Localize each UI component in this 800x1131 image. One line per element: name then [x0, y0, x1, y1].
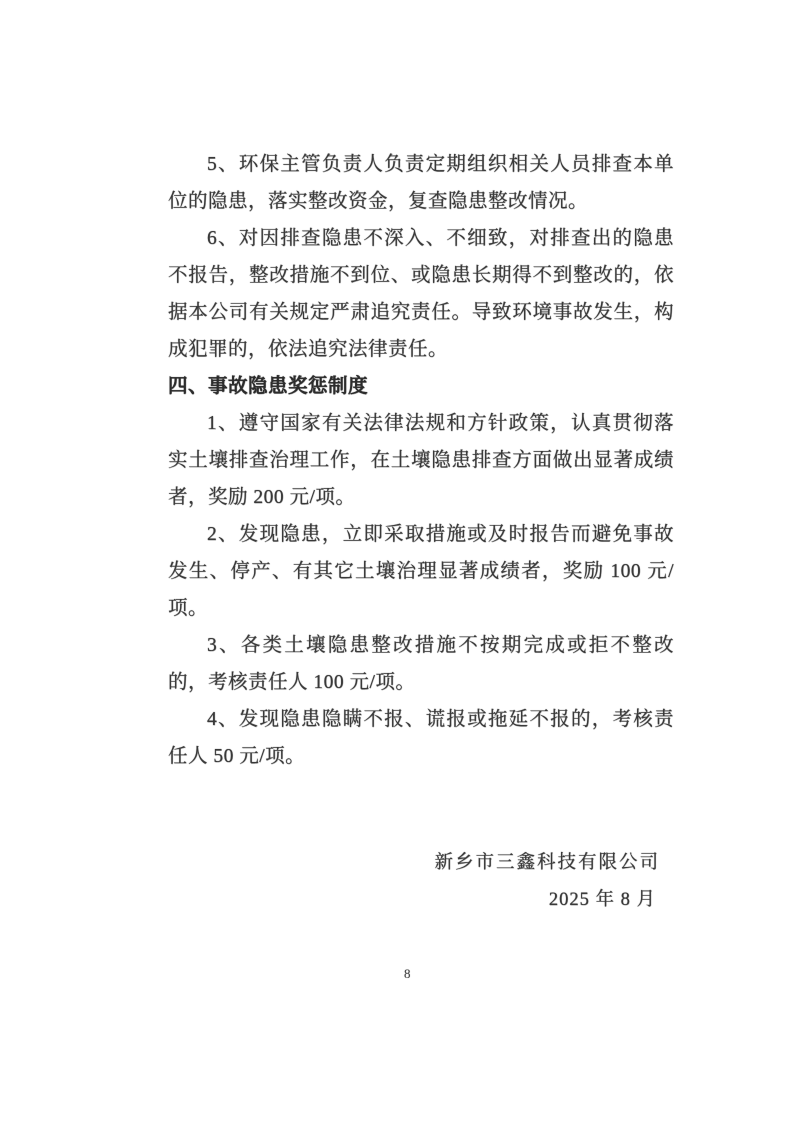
- company-name: 新乡市三鑫科技有限公司: [434, 853, 660, 873]
- paragraph-item-5: 5、环保主管负责人负责定期组织相关人员排查本单位的隐患，落实整改资金，复查隐患整改情况。: [168, 154, 674, 212]
- reward-item-2: 2、发现隐患，立即采取措施或及时报告而避免事故发生、停产、有其它土壤治理显著成绩者，奖励 100 元/项。: [168, 524, 674, 619]
- signature-block: [168, 845, 674, 919]
- signature-date: 2025 年 8 月: [548, 890, 656, 910]
- reward-item-3: 3、各类土壤隐患整改措施不按期完成或拒不整改的，考核责任人 100 元/项。: [168, 635, 674, 693]
- document-body: [168, 146, 674, 919]
- page-number: 8: [404, 966, 411, 981]
- reward-item-4: 4、发现隐患隐瞒不报、谎报或拖延不报的，考核责任人 50 元/项。: [168, 709, 674, 767]
- section-heading-reward-punishment: 四、事故隐患奖惩制度: [168, 376, 369, 397]
- reward-item-1: 1、遵守国家有关法律法规和方针政策，认真贯彻落实土壤排查治理工作，在土壤隐患排查方面做出显著成绩者，奖励 200 元/项。: [168, 413, 674, 508]
- paragraph-item-6: 6、对因排查隐患不深入、不细致，对排查出的隐患不报告，整改措施不到位、或隐患长期得不到整改的，依据本公司有关规定严肃追究责任。导致环境事故发生，构成犯罪的，依法追究法律责任。: [168, 228, 674, 360]
